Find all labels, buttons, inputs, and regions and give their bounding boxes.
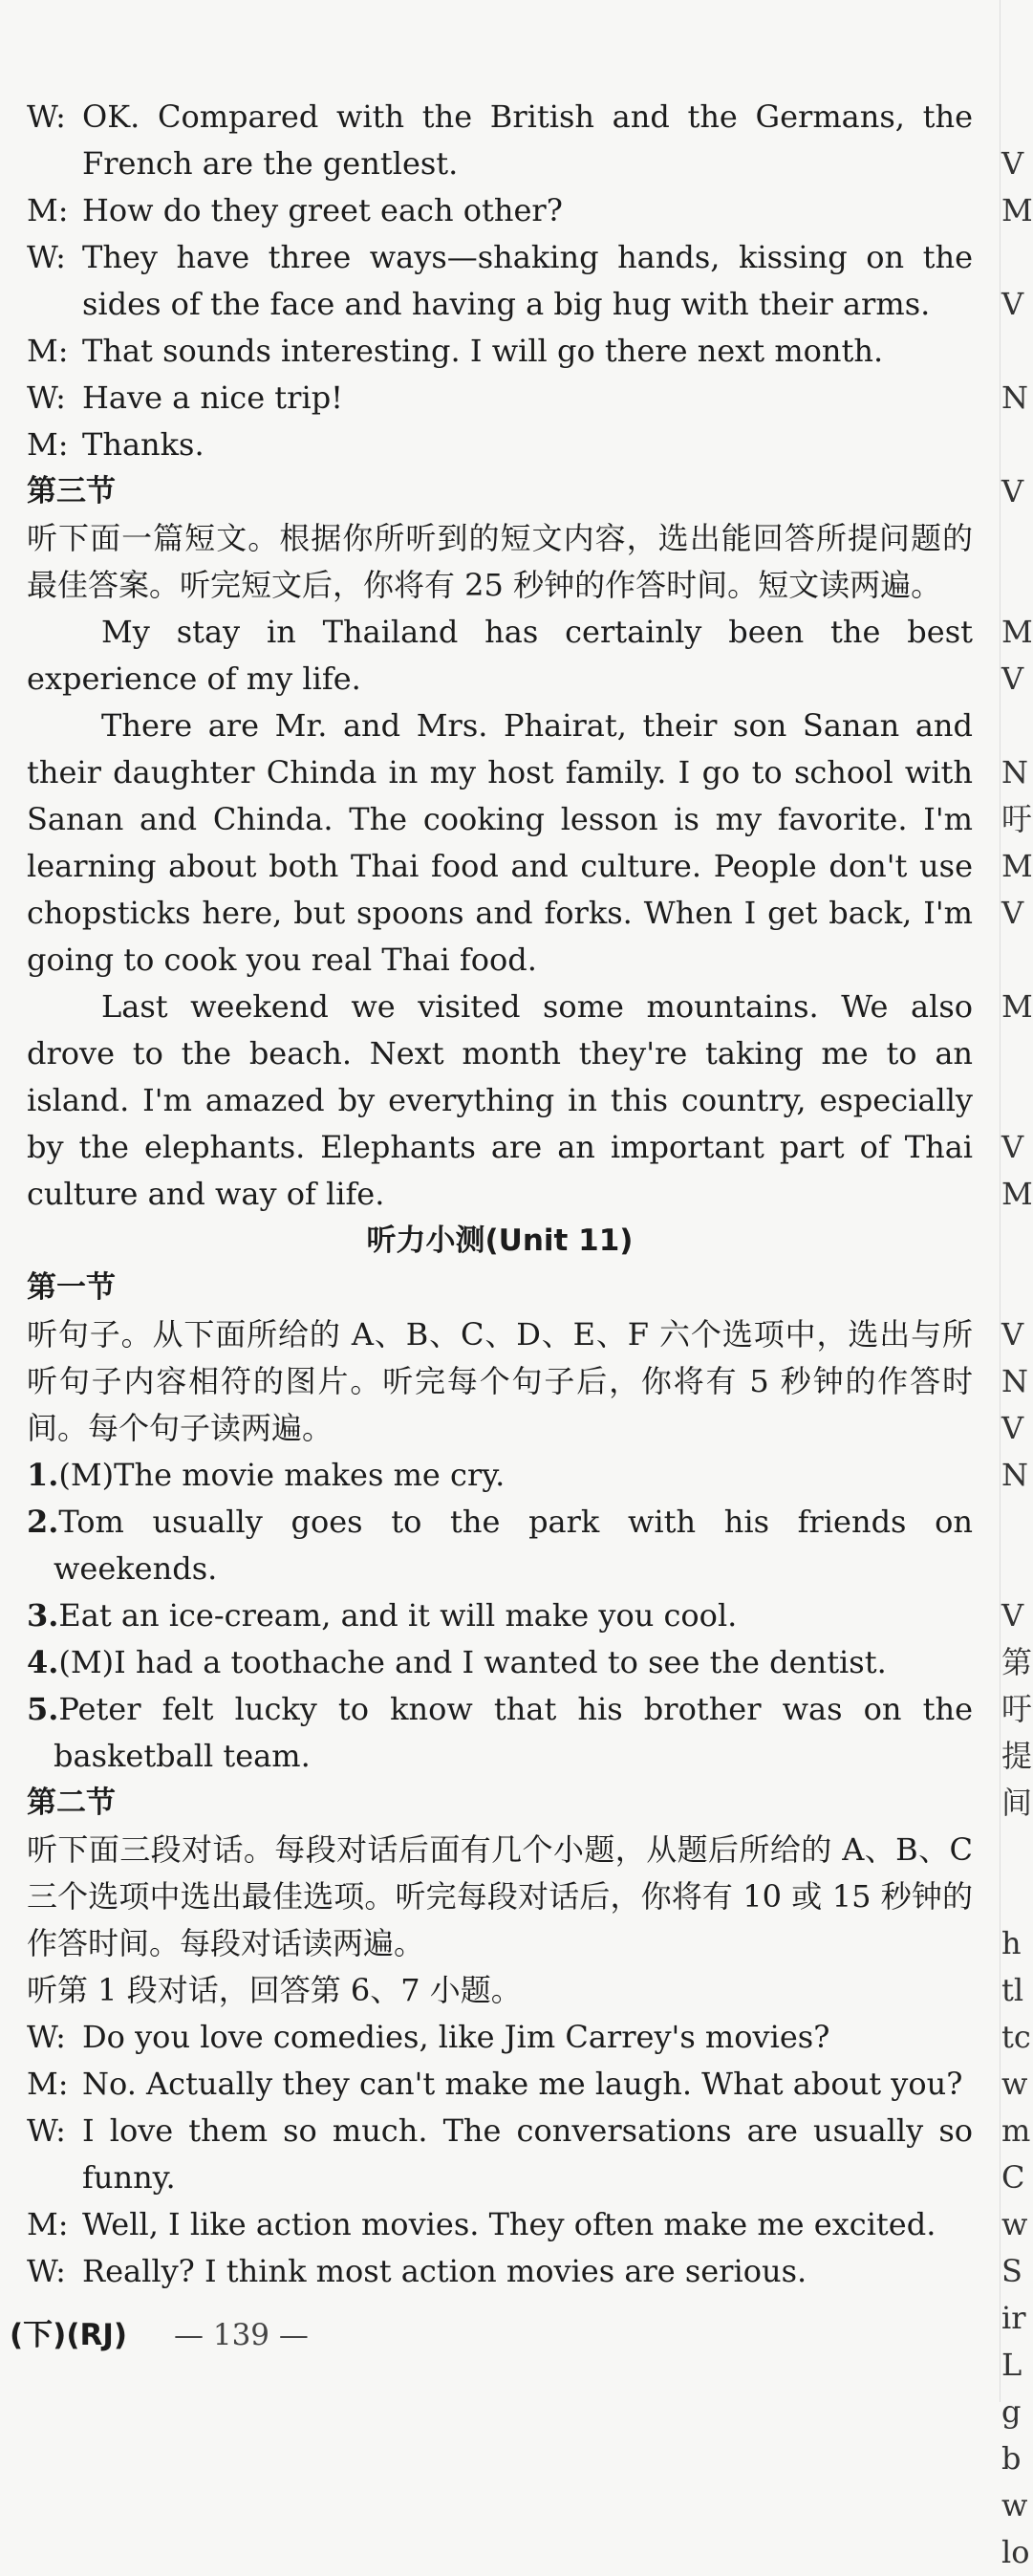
- dialogue-line: [27, 94, 973, 187]
- speaker: W:: [27, 98, 66, 135]
- edge-fragment: C: [1001, 2159, 1025, 2196]
- main-column: [27, 94, 973, 2295]
- edge-fragment: tl: [1001, 1972, 1024, 2008]
- edge-fragment: [1001, 703, 1028, 749]
- section-heading: 第二节: [27, 1786, 116, 1820]
- edge-fragment: M: [1001, 988, 1033, 1025]
- edge-fragment: N: [1001, 1457, 1028, 1493]
- question-number: 5.: [27, 1691, 59, 1727]
- edge-fragment: M: [1001, 1176, 1033, 1212]
- edge-fragment: h: [1001, 1925, 1022, 1961]
- dialogue-text: Really? I think most action movies are serious.: [82, 2253, 807, 2289]
- edge-fragment: M: [1001, 192, 1033, 228]
- dialogue-text: That sounds interesting. I will go there next month.: [82, 333, 884, 369]
- dialogue-text: I love them so much. The conversations are usually so funny.: [82, 2112, 973, 2196]
- edge-fragment: [1001, 1218, 1028, 1265]
- book-label: (下)(RJ): [10, 2318, 128, 2352]
- edge-fragment: b: [1001, 2440, 1022, 2477]
- page-number: — 139 —: [174, 2318, 309, 2352]
- dialogue-line: [27, 2201, 973, 2248]
- speaker: W:: [27, 2019, 66, 2055]
- adjacent-page-edge: [1001, 94, 1033, 2576]
- speaker: M:: [27, 2066, 69, 2102]
- speaker: M:: [27, 333, 69, 369]
- dialogue-line: [27, 2014, 973, 2061]
- dialogue-text: Have a nice trip!: [82, 379, 344, 416]
- question-item: [27, 1592, 973, 1639]
- speaker: W:: [27, 239, 66, 275]
- dialogue-line: [27, 2061, 973, 2108]
- edge-fragment: 间: [1001, 1785, 1033, 1821]
- dialogue-line: [27, 2248, 973, 2295]
- edge-fragment: V: [1001, 286, 1024, 322]
- question-item: [27, 1639, 973, 1686]
- edge-fragment: V: [1001, 895, 1024, 931]
- question-item: [27, 1452, 973, 1499]
- edge-fragment: V: [1001, 1129, 1024, 1165]
- question-text: Eat an ice-cream, and it will make you cool.: [58, 1597, 738, 1634]
- speaker: M:: [27, 2206, 69, 2242]
- edge-fragment: M: [1001, 614, 1033, 650]
- edge-fragment: w: [1001, 2206, 1028, 2242]
- question-number: 3.: [27, 1597, 59, 1634]
- question-text: Peter felt lucky to know that his brother was on the basketball team.: [54, 1691, 973, 1774]
- speaker: W:: [27, 2253, 66, 2289]
- edge-fragment: w: [1001, 2066, 1028, 2102]
- dialogue-text: No. Actually they can't make me laugh. What about you?: [82, 2066, 963, 2102]
- edge-fragment: tc: [1001, 2019, 1031, 2055]
- edge-fragment: V: [1001, 1316, 1024, 1353]
- edge-fragment: 提: [1001, 1738, 1033, 1774]
- edge-fragment: V: [1001, 660, 1024, 697]
- edge-fragment: [1001, 328, 1028, 375]
- dialogue-text: How do they greet each other?: [82, 192, 563, 228]
- edge-fragment: L: [1001, 2347, 1022, 2383]
- dialogue-line: [27, 234, 973, 328]
- speaker: M:: [27, 426, 69, 463]
- unit-title: 听力小测(Unit 11): [366, 1223, 634, 1258]
- question-text: (M)The movie makes me cry.: [58, 1457, 506, 1493]
- section-heading: 第一节: [27, 1270, 116, 1305]
- speaker: M:: [27, 192, 69, 228]
- dialogue-text: OK. Compared with the British and the Germans, the French are the gentlest.: [82, 98, 973, 182]
- section-instruction: 听句子。从下面所给的 A、B、C、D、E、F 六个选项中，选出与所听句子内容相符的图片。听完每个句子后，你将有 5 秒钟的作答时间。每个句子读两遍。: [27, 1316, 973, 1446]
- speaker: W:: [27, 379, 66, 416]
- edge-fragment: [1001, 234, 1028, 281]
- section-instruction: 听下面三段对话。每段对话后面有几个小题，从题后所给的 A、B、C 三个选项中选出最佳选项。听完每段对话后，你将有 10 或 15 秒钟的作答时间。每段对话读两遍。: [27, 1831, 973, 1961]
- dialogue-block-1: [27, 94, 973, 468]
- edge-fragment: [1001, 1873, 1028, 1920]
- edge-fragment: 吁: [1001, 1691, 1033, 1727]
- edge-fragment: 吁: [1001, 801, 1033, 837]
- edge-fragment: w: [1001, 2487, 1028, 2523]
- edge-fragment: [1001, 937, 1028, 984]
- sub-instruction: 听第 1 段对话，回答第 6、7 小题。: [27, 1972, 522, 2008]
- edge-fragment: N: [1001, 379, 1028, 416]
- dialogue-line: [27, 187, 973, 234]
- question-item: [27, 1686, 973, 1780]
- speaker: W:: [27, 2112, 66, 2149]
- section-heading: 第三节: [27, 474, 116, 509]
- dialogue-text: Thanks.: [82, 426, 204, 463]
- edge-fragment: N: [1001, 754, 1028, 790]
- dialogue-line: [27, 375, 973, 422]
- edge-fragment: g: [1001, 2393, 1022, 2430]
- edge-fragment: V: [1001, 1597, 1024, 1634]
- edge-fragment: S: [1001, 2253, 1022, 2289]
- edge-fragment: [1001, 1265, 1028, 1311]
- edge-fragment: [1001, 1077, 1028, 1124]
- dialogue-text: Well, I like action movies. They often make me excited.: [82, 2206, 936, 2242]
- edge-fragment: [1001, 1546, 1028, 1592]
- question-number: 2.: [27, 1504, 59, 1540]
- question-text: (M)I had a toothache and I wanted to see the dentist.: [58, 1644, 887, 1680]
- edge-fragment: V: [1001, 473, 1024, 509]
- question-number: 4.: [27, 1644, 59, 1680]
- edge-fragment: V: [1001, 145, 1024, 182]
- edge-fragment: [1001, 1827, 1028, 1873]
- page-footer: [0, 2311, 401, 2359]
- edge-fragment: [1001, 94, 1028, 141]
- dialogue-line: [27, 328, 973, 375]
- edge-fragment: [1001, 562, 1028, 609]
- edge-fragment: m: [1001, 2112, 1031, 2149]
- section-instruction: 听下面一篇短文。根据你所听到的短文内容，选出能回答所提问题的最佳答案。听完短文后，你将有 25 秒钟的作答时间。短文读两遍。: [27, 520, 973, 603]
- edge-fragment: lo: [1001, 2534, 1030, 2570]
- edge-fragment: [1001, 1499, 1028, 1546]
- passage-paragraph: Last weekend we visited some mountains. We also drove to the beach. Next month they're taking me to an island. I'm amazed by everything in this country, especially by the elephants. Elephants are an important part of Thai culture and way of life.: [27, 988, 973, 1212]
- edge-fragment: 第: [1001, 1644, 1033, 1680]
- question-item: [27, 1499, 973, 1592]
- passage-paragraph: There are Mr. and Mrs. Phairat, their son Sanan and their daughter Chinda in my host family. I go to school with Sanan and Chinda. The cooking lesson is my favorite. I'm learning about both Thai food and culture. People don't use chopsticks here, but spoons and forks. When I get back, I'm going to cook you real Thai food.: [27, 707, 973, 978]
- dialogue-line: [27, 422, 973, 468]
- edge-fragment: [1001, 422, 1028, 468]
- edge-fragment: M: [1001, 848, 1033, 884]
- edge-fragment: [1001, 515, 1028, 562]
- question-number: 1.: [27, 1457, 59, 1493]
- edge-fragment: V: [1001, 1410, 1024, 1446]
- passage-paragraph: My stay in Thailand has certainly been the best experience of my life.: [27, 614, 973, 697]
- edge-fragment: N: [1001, 1363, 1028, 1399]
- edge-fragment: [1001, 1030, 1028, 1077]
- dialogue-text: They have three ways—shaking hands, kissing on the sides of the face and having a big hug with their arms.: [82, 239, 973, 322]
- question-text: Tom usually goes to the park with his friends on weekends.: [54, 1504, 973, 1587]
- dialogue-line: [27, 2108, 973, 2201]
- dialogue-text: Do you love comedies, like Jim Carrey's movies?: [82, 2019, 830, 2055]
- page-edge-divider: [1000, 0, 1001, 2402]
- edge-fragment: ir: [1001, 2300, 1026, 2336]
